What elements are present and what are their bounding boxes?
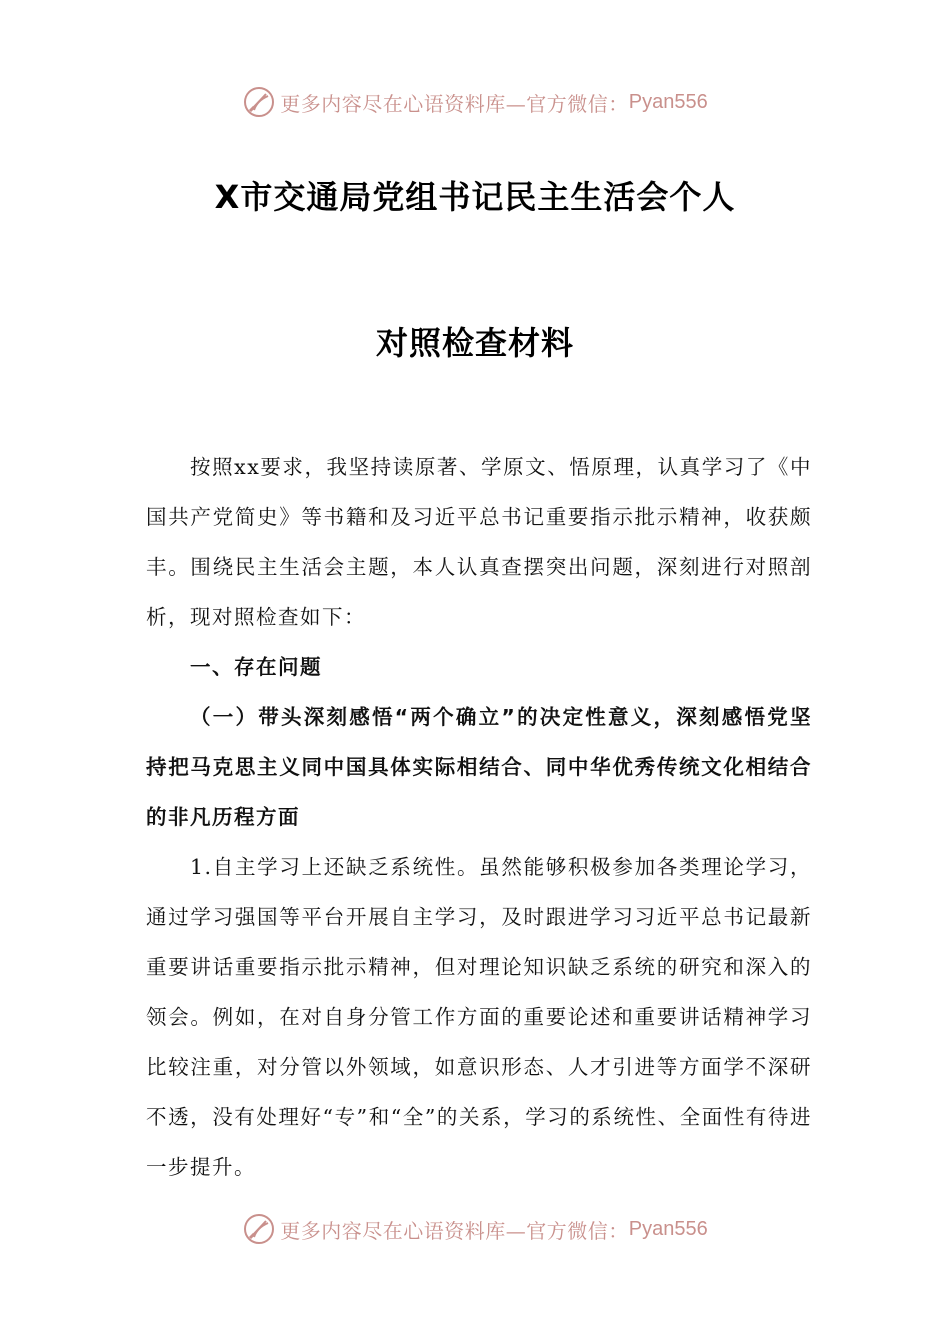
document-title-line-1: X市交通局党组书记民主生活会个人 [214,178,736,216]
banner-text: 更多内容尽在心语资料库—官方微信： [280,1218,629,1243]
quill-logo-icon [242,1212,276,1246]
intro-paragraph: 按照xx要求，我坚持读原著、学原文、悟原理，认真学习了《中国共产党简史》等书籍和及习近平总书记重要指示批示精神，收获颇丰。围绕民主生活会主题，本人认真查摆突出问题，深刻进行对照剖析，现对照检查如下： [146,455,812,629]
subsection-heading: （一）带头深刻感悟“两个确立”的决定性意义，深刻感悟党坚持把马克思主义同中国具体实际相结合、同中华优秀传统文化相结合的非凡历程方面 [146,705,812,829]
banner-wechat-id: Pyan556 [628,90,708,113]
quill-logo-icon [242,85,276,119]
document-body [146,442,812,1192]
section-heading: 一、存在问题 [190,655,322,679]
banner-text: 更多内容尽在心语资料库—官方微信： [280,91,629,116]
banner-wechat-id: Pyan556 [628,1217,708,1240]
document-title-line-2: 对照检查材料 [375,324,574,362]
header-watermark-banner [0,82,950,122]
point-paragraph: 1.自主学习上还缺乏系统性。虽然能够积极参加各类理论学习，通过学习强国等平台开展自主学习，及时跟进学习习近平总书记最新重要讲话重要指示批示精神，但对理论知识缺乏系统的研究和深入的领会。例如，在对自身分管工作方面的重要论述和重要讲话精神学习比较注重，对分管以外领域，如意识形态、人才引进等方面学不深研不透，没有处理好“专”和“全”的关系，学习的系统性、全面性有待进一步提升。 [146,855,812,1179]
footer-watermark-banner [0,1209,950,1249]
